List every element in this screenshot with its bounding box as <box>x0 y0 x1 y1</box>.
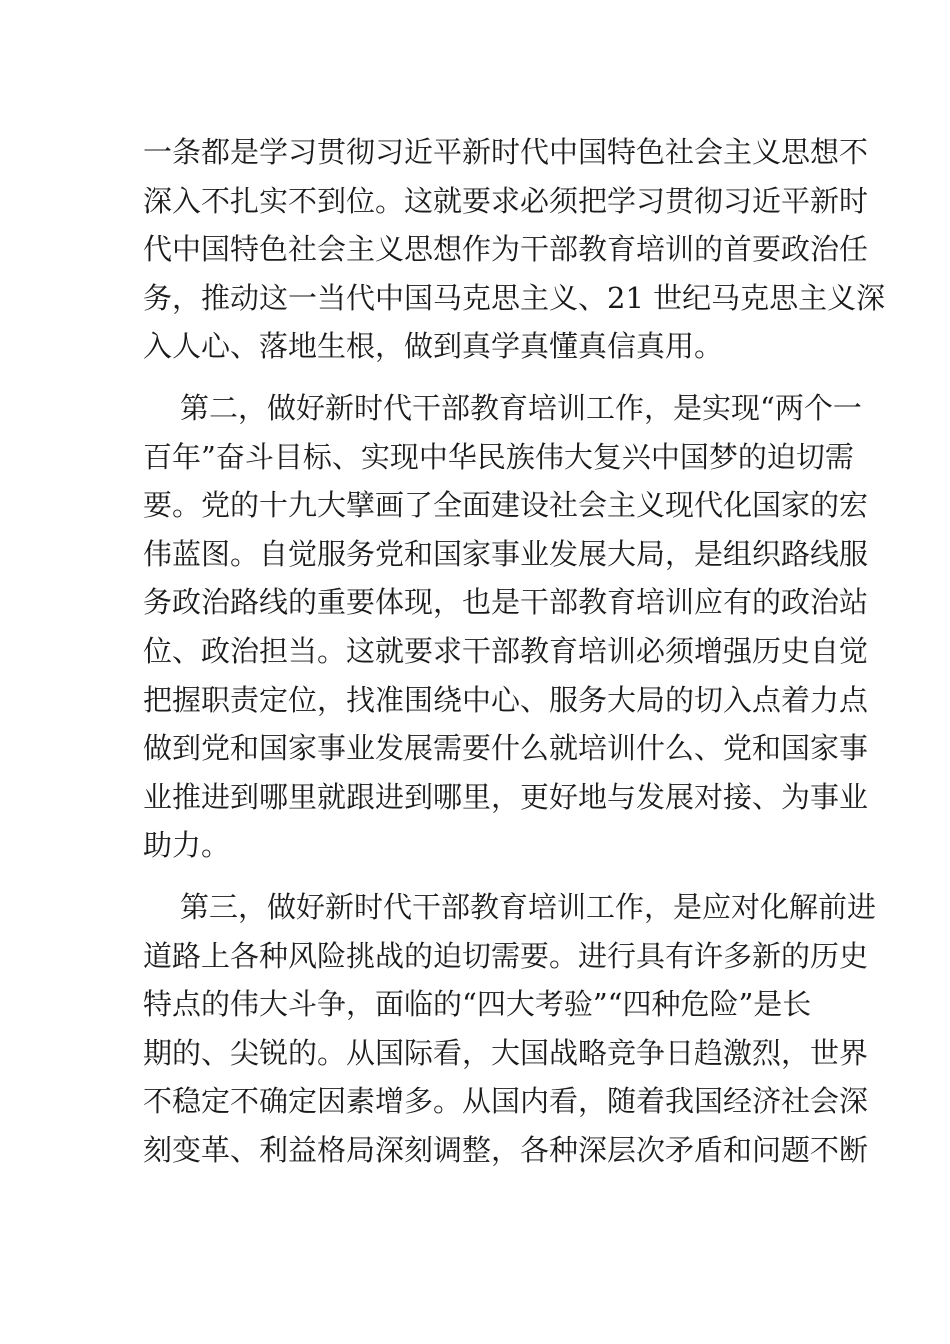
text-line: 业推进到哪里就跟进到哪里，更好地与发展对接、为事业 <box>143 779 869 814</box>
text-line: 要。党的十九大擘画了全面建设社会主义现代化国家的宏 <box>143 488 869 523</box>
paragraph-3 <box>143 883 877 1175</box>
text-line: 第三，做好新时代干部教育培训工作，是应对化解前进 <box>180 889 877 924</box>
text-line: 不稳定不确定因素增多。从国内看，随着我国经济社会深 <box>143 1084 869 1119</box>
body-text <box>143 128 886 1174</box>
text-line: 务，推动这一当代中国马克思主义、21 世纪马克思主义深 <box>143 280 886 315</box>
paragraph-2 <box>143 384 869 870</box>
text-line: 一条都是学习贯彻习近平新时代中国特色社会主义思想不 <box>143 135 869 169</box>
paragraph-1 <box>143 128 886 371</box>
paragraph-spacer <box>143 371 807 384</box>
text-line: 务政治路线的重要体现，也是干部教育培训应有的政治站 <box>143 585 869 620</box>
text-line: 道路上各种风险挑战的迫切需要。进行具有许多新的历史 <box>143 938 869 973</box>
text-line: 期的、尖锐的。从国际看，大国战略竞争日趋激烈，世界 <box>143 1035 869 1070</box>
text-line: 把握职责定位，找准围绕中心、服务大局的切入点着力点 <box>143 682 869 717</box>
text-line: 代中国特色社会主义思想作为干部教育培训的首要政治任 <box>143 232 869 267</box>
text-line: 入人心、落地生根，做到真学真懂真信真用。 <box>143 329 724 364</box>
text-line: 特点的伟大斗争，面临的“四大考验”“四种危险”是长 <box>143 987 812 1022</box>
text-line: 深入不扎实不到位。这就要求必须把学习贯彻习近平新时 <box>143 183 869 218</box>
text-line: 刻变革、利益格局深刻调整，各种深层次矛盾和问题不断 <box>143 1132 869 1167</box>
text-line: 伟蓝图。自觉服务党和国家事业发展大局，是组织路线服 <box>143 536 869 571</box>
text-line: 百年”奋斗目标、实现中华民族伟大复兴中国梦的迫切需 <box>143 439 854 474</box>
text-line: 做到党和国家事业发展需要什么就培训什么、党和国家事 <box>143 731 869 766</box>
paragraph-spacer <box>143 870 807 883</box>
text-line: 第二，做好新时代干部教育培训工作，是实现“两个一 <box>180 390 862 425</box>
text-line: 助力。 <box>143 828 231 863</box>
text-line: 位、政治担当。这就要求干部教育培训必须增强历史自觉 <box>143 633 869 668</box>
